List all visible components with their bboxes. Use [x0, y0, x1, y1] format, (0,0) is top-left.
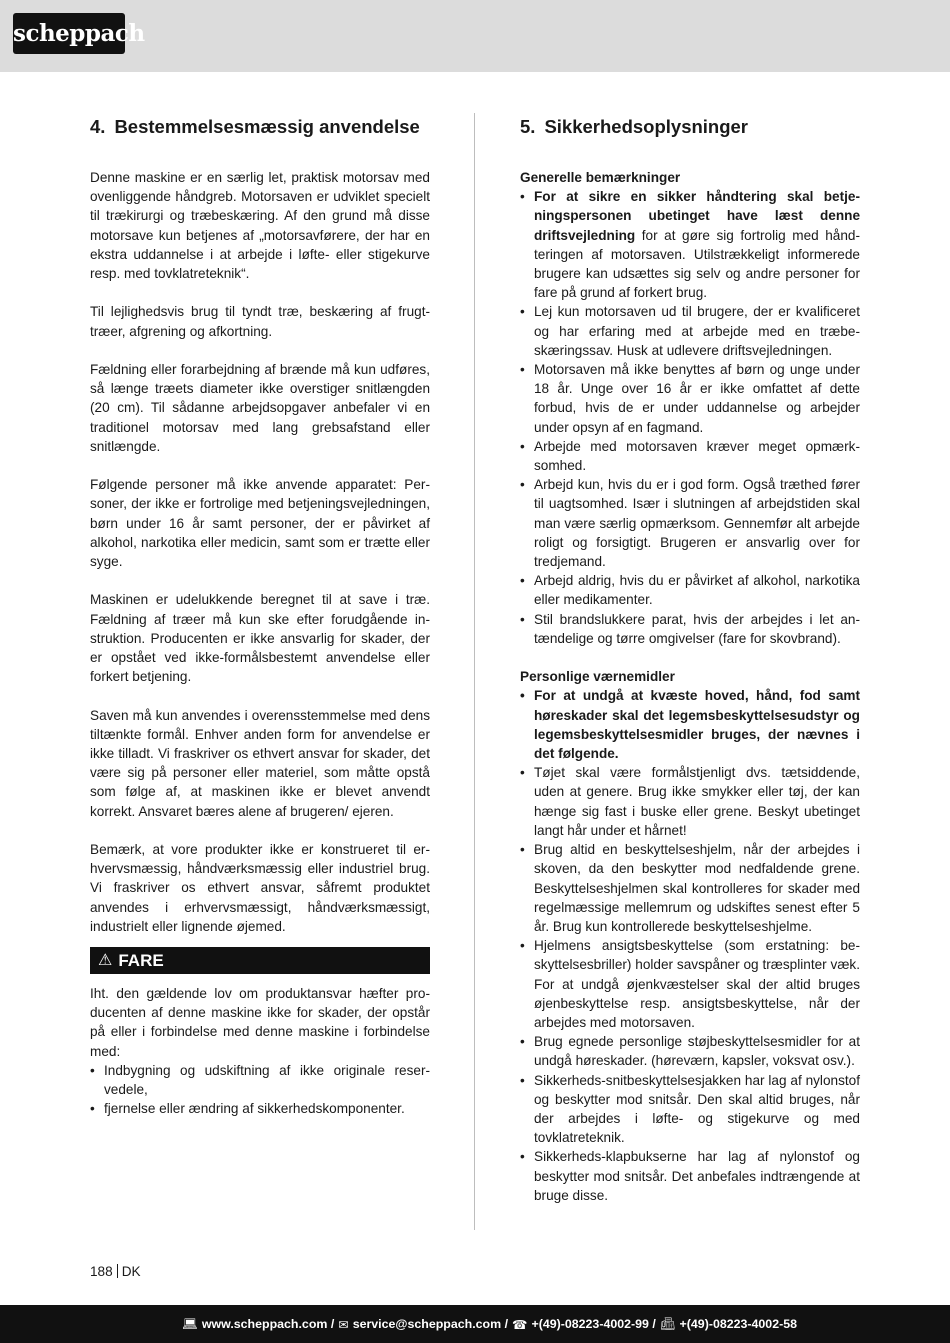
paragraph: Denne maskine er en særlig let, praktisk motorsav med ovenliggende håndgreb. Motorsaven er udviklet specielt til trækirurgi og træbeskæring. Af den grund må disse motorsave kun betjenes af „motorsavførere, der har en ekstra uddannelse i at arbejde i løfte- eller stigekurve resp. med tovklatreteknik“. — [90, 170, 430, 282]
list-item: • Arbejd aldrig, hvis du er påvirket af alkohol, narkotika eller medikamenter. — [520, 571, 860, 609]
left-column — [90, 110, 430, 1118]
paragraph: Saven må kun anvendes i overensstemmelse med dens tiltænkte formål. Enhver anden form for anvendelse er ikke tilladt. Vi fraskriver os ethvert ansvar for skader, det være sig på personer eller materiel, som måtte opstå som følge af, at maskinen ikke er blevet anvendt korrekt. Ansvaret bæres alene af brugeren/ ejeren. — [90, 707, 430, 819]
list-item: • Arbejde med motorsaven kræver meget opmærksomhed. — [520, 437, 860, 475]
list-item-lead: • For at undgå at kvæste hoved, hånd, fod samt høreskader skal det legemsbeskyttelsesudstyr og legemsbeskyttelsesmidler bruges, der nævnes i det følgende. — [520, 686, 860, 763]
section-number: 4. — [90, 116, 106, 137]
page-number — [90, 1264, 141, 1279]
list-item: • fjernelse eller ændring af sikkerhedskomponenter. — [90, 1099, 430, 1118]
list-item: • Indbygning og udskiftning af ikke originale reservedele, — [90, 1061, 430, 1099]
danger-label: FARE — [118, 951, 164, 971]
paragraph: Til lejlighedsvis brug til tyndt træ, beskæring af frugttræer, afgrening og afkortning. — [90, 304, 430, 339]
paragraph: Maskinen er udelukkende beregnet til at save i træ. Fældning af træer må kun ske efter forudgående instruktion. Producenten er ikke ansvarlig for skader, der er opstået ved ikke-formålsbestemt anvendelse eller forkert betjening. — [90, 592, 430, 685]
footer-phone: +(49)-08223-4002-99 / — [531, 1317, 656, 1331]
computer-icon: 💻︎ — [182, 1316, 198, 1331]
column-divider — [474, 113, 475, 1230]
section-title: Bestemmelsesmæssig anvendelse — [114, 116, 420, 137]
fax-icon: 📠︎ — [659, 1316, 676, 1331]
warning-triangle-icon: ⚠ — [98, 952, 113, 970]
scheppach-logo: scheppach — [13, 13, 125, 54]
footer-fax: +(49)-08223-4002-58 — [679, 1317, 797, 1331]
phone-icon: ☎︎ — [512, 1317, 528, 1332]
list-item: • Lej kun motorsaven ud til brugere, der er kvalificeret og har erfaring med at arbejde med en træbeskæringssav. Husk at udlevere driftsvejledningen. — [520, 302, 860, 360]
list-item: • Motorsaven må ikke benyttes af børn og unge under 18 år. Unge over 16 år er ikke omfattet af dette forbud, hvis de er under uddannelse og arbejder under opsyn af en fagmand. — [520, 360, 860, 437]
list-item: • Sikkerheds-snitbeskyttelsesjakken har lag af nylonstof og beskytter mod snitsår. Den skal altid bruges, når der arbejdes i løfte- og stigekurve og med tovklatreteknik. — [520, 1071, 860, 1148]
paragraph: Bemærk, at vore produkter ikke er konstrueret til erhvervsmæssig, håndværksmæssig eller industriel brug. Vi fraskriver os ethvert ansvar, såfremt produktet anvendes i erhvervsmæssigt, håndværksmæssigt, industrielt eller lignende øjemed. — [90, 842, 430, 934]
ppe-title: Personlige værnemidler — [520, 669, 675, 685]
danger-list — [90, 1061, 430, 1119]
right-column — [520, 110, 860, 1205]
header-band — [0, 0, 950, 72]
paragraph: Følgende personer må ikke anvende apparatet: Personer, der ikke er fortrolige med betjeningsvejledningen, børn under 16 år samt personer, der er påvirket af alkohol, narkotika eller medicin, samt som er trætte eller syge. — [90, 477, 430, 570]
section-5-heading — [520, 110, 860, 144]
page-language: DK — [121, 1264, 141, 1279]
footer-email[interactable]: service@scheppach.com / — [352, 1317, 509, 1331]
danger-text: Iht. den gældende lov om produktansvar hæfter producenten af denne maskine ikke for skader, der opstår på eller i forbindelse med denne maskine i forbindelse med: — [90, 986, 430, 1059]
lead-rest-text: for at gøre sig fortrolig med håndteringen af motorsaven. Utilstrækkeligt informerede brugere kan udsættes sig selv og andre personer for fare på grund af forkert brug. — [534, 227, 860, 301]
general-notes-title: Generelle bemærkninger — [520, 170, 681, 185]
list-item: • Arbejd kun, hvis du er i god form. Også træthed fører til uagtsomhed. Især i slutningen af arbejdstiden skal man være særlig opmærksom. Gennemfør alt arbejde roligt og forsigtigt. Brugeren er ansvarlig over for tredjemand. — [520, 475, 860, 571]
section-title: Sikkerhedsoplysninger — [544, 116, 749, 137]
page-number-value: 188 — [90, 1264, 113, 1279]
ppe-list — [520, 686, 860, 1204]
list-item: • Brug altid en beskyttelseshjelm, når der arbejdes i skoven, da den beskytter mod nedfaldende grene. Beskyttelseshjelmen skal kontrolleres for skader med regelmæssige mellemrum og udskiftes senest efter 5 år. Brug kun kontrollerede beskyttelseshjelme. — [520, 840, 860, 936]
paragraph: Fældning eller forarbejdning af brænde må kun udføres, så længe træets diameter ikke overstiger snitlængden (20 cm). Til sådanne arbejdsopgaver anbefaler vi en traditionel motorsav med lang grebsafstand eller snitlængde. — [90, 362, 430, 454]
list-item: • Sikkerheds-klapbukserne har lag af nylonstof og beskytter mod snitsår. Det anbefales indtrængende at bruge disse. — [520, 1147, 860, 1205]
footer-contact-bar — [0, 1305, 950, 1343]
section-number: 5. — [520, 116, 536, 137]
list-item-lead — [520, 187, 860, 302]
list-item: • Tøjet skal være formålstjenligt dvs. tætsiddende, uden at genere. Brug ikke smykker eller tøj, der kan hænge sig fast i buske eller grene. Beskyt ubetinget langt hår under et hårnet! — [520, 763, 860, 840]
section-4-heading — [90, 110, 430, 144]
danger-banner — [90, 947, 430, 974]
mail-icon: ✉︎ — [338, 1317, 349, 1332]
list-item: • Brug egnede personlige støjbeskyttelsesmidler for at undgå høreskader. (høreværn, kapsler, voksvat osv.). — [520, 1032, 860, 1070]
footer-web[interactable]: www.scheppach.com / — [201, 1317, 335, 1331]
lead-bold-text: For at sikre en sikker håndtering skal betjeningspersonen ubetinget have læst denne driftsvejledning — [534, 189, 860, 243]
list-item: • Hjelmens ansigtsbeskyttelse (som erstatning: beskyttelsesbriller) holder savspåner og træsplinter væk. For at undgå øjenkvæstelser skal der altid bruges øjenbeskyttelse resp. ansigtsbeskyttelse, når der arbejdes med motorsaven. — [520, 936, 860, 1032]
list-item: • Stil brandslukkere parat, hvis der arbejdes i let antændelige og tørre omgivelser (fare for skovbrand). — [520, 610, 860, 648]
general-notes-list — [520, 187, 860, 648]
